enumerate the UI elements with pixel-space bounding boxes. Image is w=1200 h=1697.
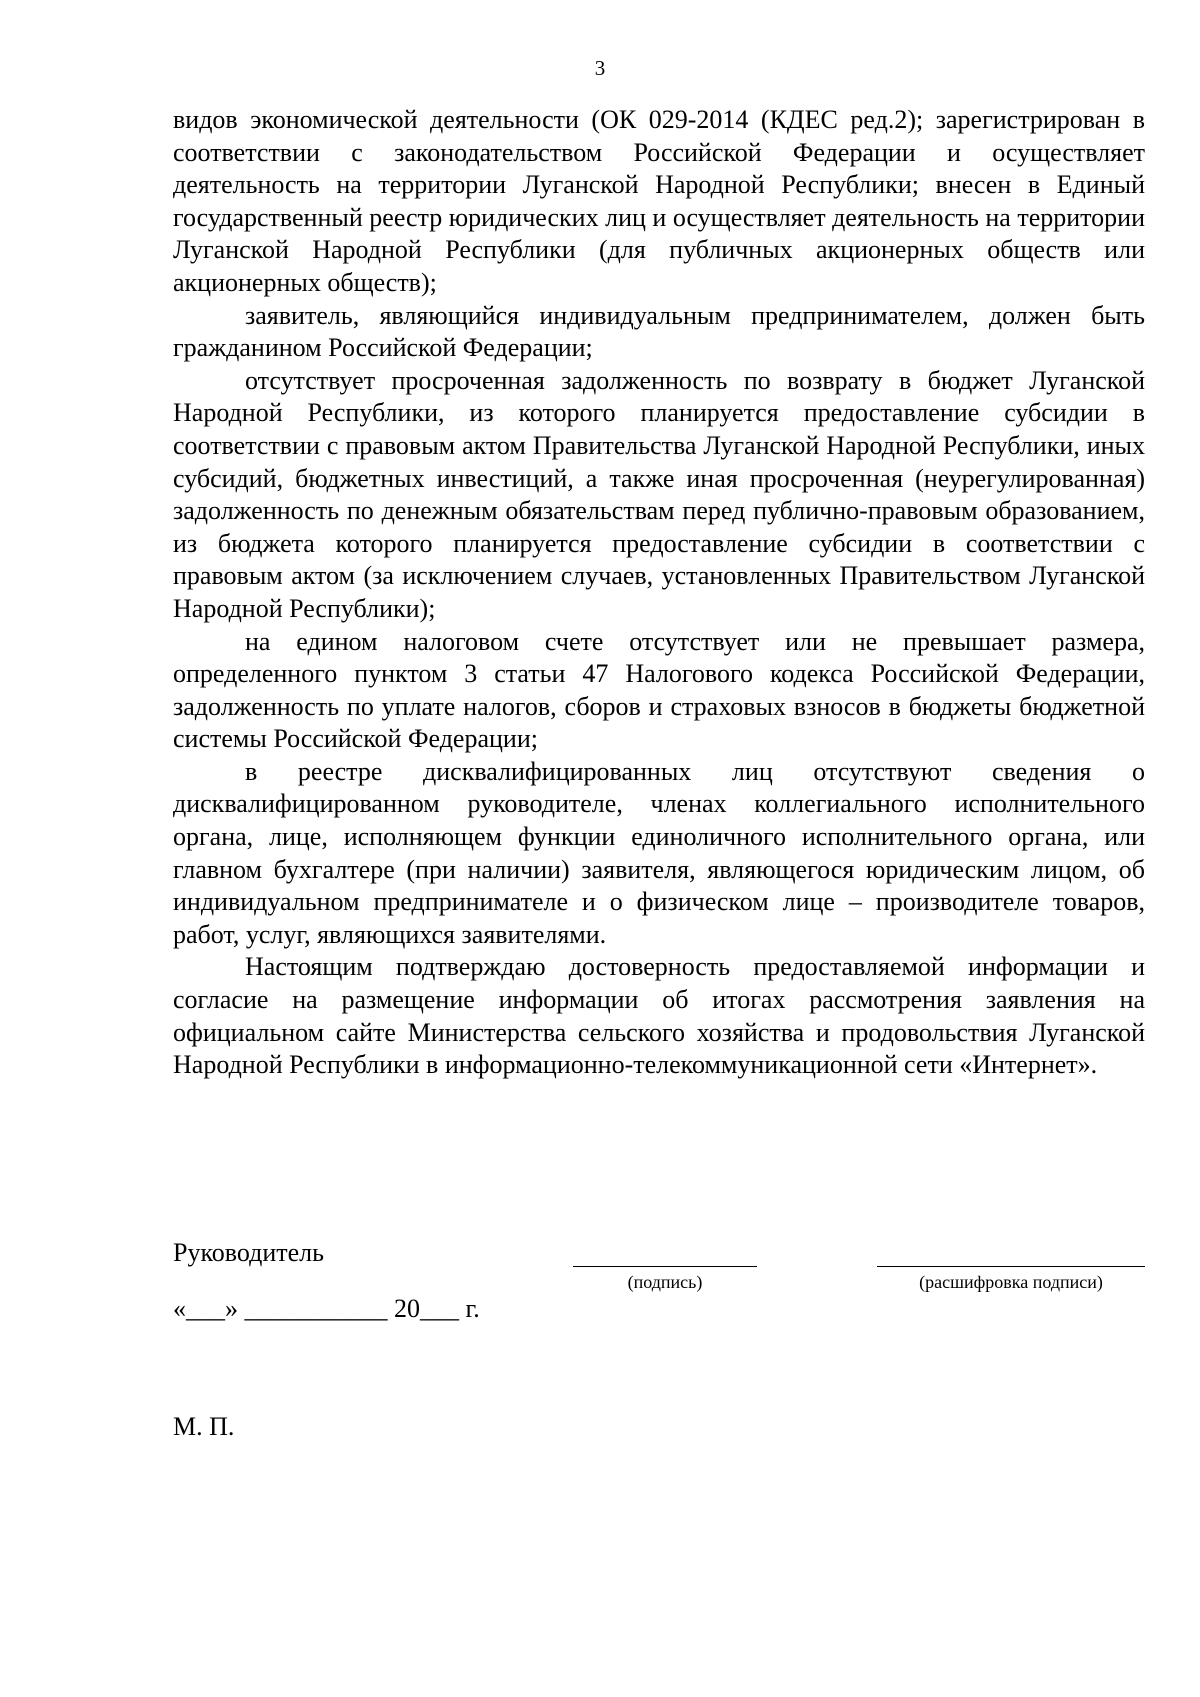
signature-decoding-caption: (расшифровка подписи) — [919, 1272, 1103, 1292]
paragraph-no-overdue-debt: отсутствует просроченная задолженность по возврату в бюджет Луганской Народной Республики, из которого планируется предоставление субсидии в соответствии с правовым актом Правительства Луганской Народной Республики, иных субсидий, бюджетных инвестиций, а также иная просроченная (неурегулированная) задолженность по денежным обязательствам перед публично-правовым образованием, из бюджета которого планируется предоставление субсидии в соответствии с правовым актом (за исключением случаев, установленных Правительством Луганской Народной Республики); — [173, 365, 1145, 623]
paragraph-disqualified-registry: в реестре дисквалифицированных лиц отсутствуют сведения о дисквалифицированном руководителе, членах коллегиального исполнительного органа, лице, исполняющем функции единоличного исполнительного органа, или главном бухгалтере (при наличии) заявителя, являющегося юридическим лицом, об индивидуальном предпринимателе и о физическом лице – производителе товаров, работ, услуг, являющихся заявителями. — [173, 756, 1145, 949]
paragraph-activity-registration: видов экономической деятельности (ОК 029-2014 (КДЕС ред.2); зарегистрирован в соответствии с законодательством Российской Федерации и осуществляет деятельность на территории Луганской Народной Республики; внесен в Единый государственный реестр юридических лиц и осуществляет деятельность на территории Луганской Народной Республики (для публичных акционерных обществ или акционерных обществ); — [173, 105, 1145, 297]
signature-caption: (подпись) — [627, 1272, 703, 1292]
date-line: «___» ___________ 20___ г. — [173, 1294, 480, 1323]
signature-block — [173, 1238, 1145, 1438]
stamp-placeholder: М. П. — [173, 1412, 235, 1441]
signature-decoding-line — [877, 1266, 1145, 1267]
document-body — [173, 104, 1145, 1082]
page-number: 3 — [594, 56, 606, 80]
role-label: Руководитель — [173, 1238, 324, 1267]
signature-line — [573, 1266, 757, 1267]
paragraph-tax-account: на едином налоговом счете отсутствует или не превышает размера, определенного пунктом 3 статьи 47 Налогового кодекса Российской Федерации, задолженность по уплате налогов, сборов и страховых взносов в бюджеты бюджетной системы Российской Федерации; — [173, 626, 1145, 754]
paragraph-entrepreneur-citizenship: заявитель, являющийся индивидуальным предпринимателем, должен быть гражданином Российской Федерации; — [173, 300, 1145, 363]
paragraph-confirmation: Настоящим подтверждаю достоверность предоставляемой информации и согласие на размещение информации об итогах рассмотрения заявления на официальном сайте Министерства сельского хозяйства и продовольствия Луганской Народной Республики в информационно-телекоммуникационной сети «Интернет». — [173, 952, 1145, 1080]
